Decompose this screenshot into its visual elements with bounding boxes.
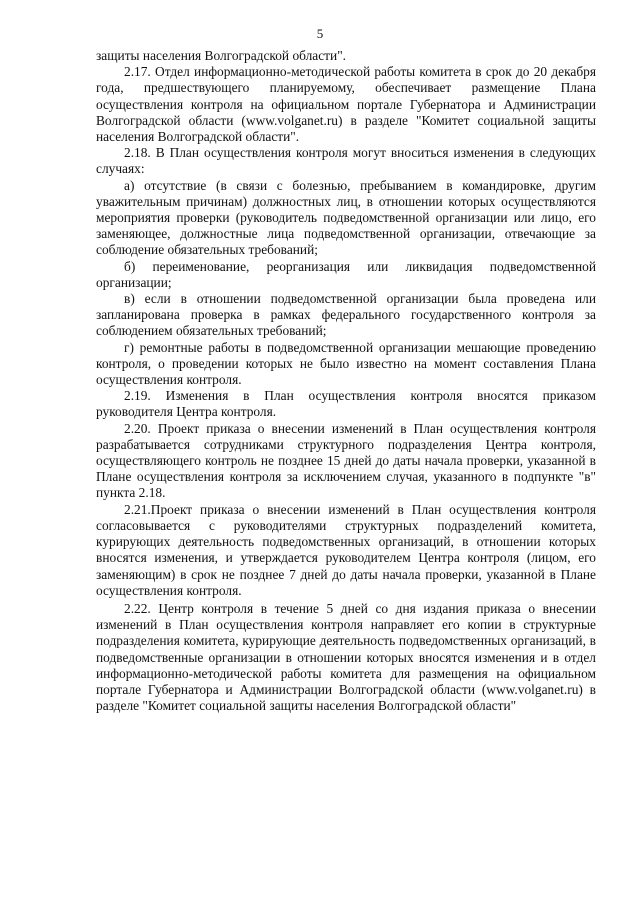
page-number: 5 (316, 26, 324, 41)
paragraph-2-18: 2.18. В План осуществления контроля могут вноситься изменения в следующих случаях: (96, 145, 596, 177)
document-body (96, 48, 596, 714)
paragraph-2-20: 2.20. Проект приказа о внесении изменений в План осуществления контроля разрабатывается сотрудниками структурного подразделения Центра контроля, осуществляющего контроль не позднее 15 дней до даты начала проверки, указанной в Плане осуществления контроля за исключением случая, указанного в подпункте "в" пункта 2.18. (96, 420, 596, 501)
paragraph-2-18-v: в) если в отношении подведомственной организации была проведена или запланирована проверка в рамках федерального государственного контроля за соблюдением обязательных требований; (96, 291, 596, 339)
paragraph-2-21: 2.21.Проект приказа о внесении изменений в План осуществления контроля согласовывается с руководителями структурных подразделений комитета, курирующих деятельность подведомственных организаций, в отношении которых вносятся изменения, и утверждается руководителем Центра контроля (лицом, его заменяющим) в срок не позднее 7 дней до даты начала проверки, указанной в Плане осуществления контроля. (96, 501, 596, 598)
paragraph-2-18-g: г) ремонтные работы в подведомственной организации мешающие проведению контроля, о проведении которых не было известно на момент составления Плана осуществления контроля. (96, 339, 596, 388)
paragraph-continuation: защиты населения Волгоградской области". (96, 48, 347, 63)
paragraph-2-17: 2.17. Отдел информационно-методической работы комитета в срок до 20 декабря года, предшествующего планируемому, обеспечивает размещение Плана осуществления контроля на официальном портале Губернатора и Администрации Волгоградской области (www.volganet.ru) в разделе "Комитет социальной защиты населения Волгоградской области". (96, 64, 596, 145)
paragraph-2-18-b: б) переименование, реорганизация или ликвидация подведомственной организации; (96, 258, 596, 290)
paragraph-2-18-a: а) отсутствие (в связи с болезнью, пребыванием в командировке, другим уважительным причинам) должностных лиц, в отношении которых осуществляются мероприятия проверки (руководитель подведомственной организации или лицо, его заменяющее, должностные лица подведомственной организации, отвечающие за соблюдение обязательных требований; (96, 177, 596, 258)
paragraph-2-19: 2.19. Изменения в План осуществления контроля вносятся приказом руководителя Центра контроля. (96, 388, 596, 420)
paragraph-2-22: 2.22. Центр контроля в течение 5 дней со дня издания приказа о внесении изменений в План осуществления контроля направляет его копии в структурные подразделения комитета, курирующие деятельность подведомственных организаций, в подведомственные организации в отношении которых вносятся изменения и в отдел информационно-методической работы комитета для размещения на официальном портале Губернатора и Администрации Волгоградской области (www.volganet.ru) в разделе "Комитет социальной защиты населения Волгоградской области" (96, 600, 596, 714)
